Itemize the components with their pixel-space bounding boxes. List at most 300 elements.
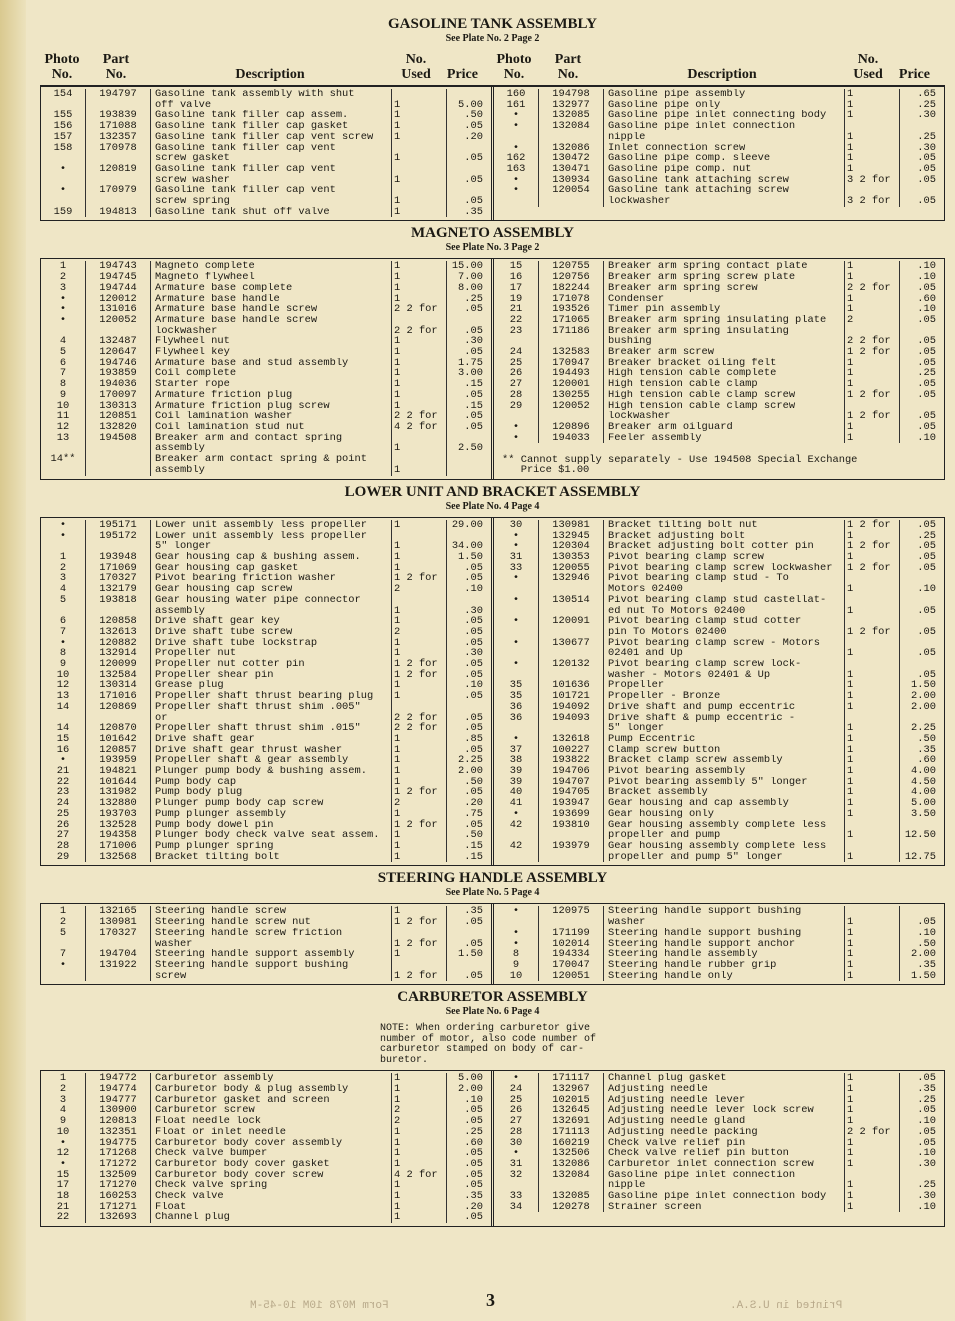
description-cell: High tension cable clamp screw <box>604 401 845 412</box>
part-number-cell: 132618 <box>539 734 604 745</box>
section-steering-handle <box>40 870 945 985</box>
part-number-cell: 170327 <box>86 928 151 939</box>
photo-number-cell: 35 <box>494 680 539 691</box>
price-cell: .05 <box>464 1115 483 1128</box>
table-row <box>41 185 491 196</box>
description-cell: Carburetor screw <box>151 1105 392 1116</box>
table-row <box>494 971 944 982</box>
description-cell: Armature friction plug <box>151 390 392 401</box>
section-title: GASOLINE TANK ASSEMBLY <box>388 16 597 32</box>
photo-number-cell: 162 <box>494 153 539 164</box>
price-cell: .10 <box>917 271 936 284</box>
photo-number-cell: 26 <box>494 1105 539 1116</box>
quantity-used-cell: 1 <box>845 1095 900 1106</box>
header-price: Price <box>898 67 930 82</box>
part-number-cell: 120813 <box>86 1116 151 1127</box>
quantity-used-cell: 2 <box>845 315 900 326</box>
description-cell: Steering handle support bushing <box>151 960 392 971</box>
quantity-used-cell: 2 2 for <box>845 336 900 347</box>
table-row <box>494 595 944 606</box>
description-cell: Breaker arm spring contact plate <box>604 261 845 272</box>
part-number-cell: 170097 <box>86 390 151 401</box>
parts-table <box>40 258 945 479</box>
table-row <box>41 809 491 820</box>
photo-number-cell: 16 <box>494 272 539 283</box>
description-cell: Steering handle screw nut <box>151 917 392 928</box>
photo-number-cell: 12 <box>41 680 86 691</box>
photo-number-cell: 42 <box>494 841 539 852</box>
price-cell: .35 <box>917 743 936 756</box>
part-number-cell: 193959 <box>86 755 151 766</box>
quantity-used-cell: 1 <box>392 563 447 574</box>
photo-number-cell: 13 <box>41 691 86 702</box>
table-row <box>41 520 491 531</box>
quantity-used-cell: 1 <box>392 680 447 691</box>
quantity-used-cell: 1 <box>845 294 900 305</box>
price-cell: 2.00 <box>458 1083 483 1096</box>
photo-number-cell: • <box>41 164 86 175</box>
quantity-used-cell: 1 <box>392 175 447 186</box>
table-row <box>41 283 491 294</box>
quantity-used-cell <box>845 659 900 670</box>
photo-number-cell: 9 <box>41 659 86 670</box>
description-cell: Breaker arm contact spring & point <box>151 454 392 465</box>
price-cell: 5.00 <box>458 1072 483 1085</box>
quantity-used-cell: 1 <box>845 143 900 154</box>
quantity-used-cell: 2 2 for <box>392 326 447 337</box>
part-number-cell: 131982 <box>86 787 151 798</box>
description-cell: Inlet connection screw <box>604 143 845 154</box>
quantity-used-cell: 1 2 for <box>392 659 447 670</box>
part-number-cell: 170978 <box>86 143 151 154</box>
quantity-used-cell <box>845 573 900 584</box>
quantity-used-cell: 1 <box>845 261 900 272</box>
price-cell: 12.75 <box>904 850 936 863</box>
part-number-cell: 194705 <box>539 787 604 798</box>
part-number-cell: 171078 <box>539 294 604 305</box>
price-cell: .05 <box>464 722 483 735</box>
photo-number-cell: • <box>41 304 86 315</box>
description-cell: Gasoline tank attaching screw <box>604 175 845 186</box>
description-cell: Lower unit assembly less propeller <box>151 520 392 531</box>
header-description: Description <box>235 67 305 82</box>
quantity-used-cell: 1 <box>845 787 900 798</box>
price-cell: .05 <box>464 1168 483 1181</box>
price-cell: .05 <box>917 173 936 186</box>
section-title: STEERING HANDLE ASSEMBLY <box>377 870 608 887</box>
quantity-used-cell: 1 <box>845 379 900 390</box>
table-row <box>41 454 491 465</box>
price-cell: .15 <box>464 399 483 412</box>
quantity-used-cell: 1 <box>392 100 447 111</box>
quantity-used-cell: 1 <box>845 680 900 691</box>
price-cell: .50 <box>917 937 936 950</box>
quantity-used-cell <box>845 820 900 831</box>
parts-column-right <box>494 87 944 220</box>
part-number-cell: 171199 <box>539 928 604 939</box>
part-number-cell <box>539 852 604 863</box>
quantity-used-cell: 1 <box>392 121 447 132</box>
description-cell: Float or inlet needle <box>151 1127 392 1138</box>
table-row <box>494 638 944 649</box>
table-row <box>494 283 944 294</box>
description-cell: Gear housing only <box>604 809 845 820</box>
description-cell: Armature base and stud assembly <box>151 358 392 369</box>
part-number-cell: 120896 <box>539 422 604 433</box>
photo-number-cell: 2 <box>41 272 86 283</box>
part-number-cell: 120012 <box>86 294 151 305</box>
section-subtitle: See Plate No. 2 Page 2 <box>445 33 540 44</box>
photo-number-cell: 30 <box>494 520 539 531</box>
table-row <box>41 531 491 542</box>
photo-number-cell: 21 <box>494 304 539 315</box>
part-number-cell: 171268 <box>86 1148 151 1159</box>
parts-column-left <box>41 259 494 478</box>
quantity-used-cell: 1 <box>392 906 447 917</box>
photo-number-cell: 15 <box>41 734 86 745</box>
price-cell: .30 <box>917 141 936 154</box>
description-cell: Propeller shaft & gear assembly <box>151 755 392 766</box>
quantity-used-cell <box>392 143 447 154</box>
section-gasoline-tank <box>40 16 945 221</box>
quantity-used-cell <box>392 433 447 444</box>
price-cell: .05 <box>917 162 936 175</box>
photo-number-cell: 2 <box>41 563 86 574</box>
price-cell: .20 <box>464 797 483 810</box>
parts-table <box>40 86 945 221</box>
photo-number-cell: 1 <box>41 261 86 272</box>
price-cell: .05 <box>917 378 936 391</box>
quantity-used-cell: 1 2 for <box>845 411 900 422</box>
part-number-cell: 160219 <box>539 1138 604 1149</box>
photo-number-cell: 28 <box>494 390 539 401</box>
header-no-used: No. Used <box>853 52 883 82</box>
table-row <box>494 132 944 143</box>
description-cell: Coil complete <box>151 368 392 379</box>
part-number-cell: 194093 <box>539 713 604 724</box>
table-row <box>494 1127 944 1138</box>
quantity-used-cell: 1 <box>392 691 447 702</box>
photo-number-cell: • <box>494 185 539 196</box>
quantity-used-cell: 1 <box>392 1084 447 1095</box>
description-cell: Gasoline pipe inlet connection <box>604 1170 845 1181</box>
price-cell: .10 <box>917 926 936 939</box>
part-number-cell: 120857 <box>86 745 151 756</box>
photo-number-cell: 9 <box>41 1116 86 1127</box>
price-cell: 8.00 <box>458 281 483 294</box>
quantity-used-cell: 1 <box>845 1202 900 1213</box>
table-row <box>494 809 944 820</box>
description-cell: Gasoline tank assembly with shut <box>151 89 392 100</box>
description-cell: Drive shaft and pump eccentric <box>604 702 845 713</box>
price-cell: .65 <box>917 88 936 100</box>
quantity-used-cell: 1 2 for <box>845 520 900 531</box>
parts-column-right <box>494 518 944 866</box>
price-cell: 1.50 <box>458 551 483 564</box>
price-cell <box>447 454 487 465</box>
quantity-used-cell: 1 <box>845 939 900 950</box>
part-number-cell: 130934 <box>539 175 604 186</box>
description-cell: Gear housing cap gasket <box>151 563 392 574</box>
photo-number-cell: 25 <box>494 358 539 369</box>
description-cell: Propeller shaft thrust shim .015" <box>151 723 392 734</box>
description-cell: Magneto complete <box>151 261 392 272</box>
part-number-cell: 132084 <box>539 1170 604 1181</box>
description-cell: Plunger pump body cap screw <box>151 798 392 809</box>
parts-table <box>40 1070 945 1227</box>
photo-number-cell: 6 <box>41 616 86 627</box>
parts-column-right <box>494 1071 944 1226</box>
photo-number-cell: 4 <box>41 336 86 347</box>
price-cell: 2.00 <box>911 690 936 703</box>
price-cell: .05 <box>917 410 936 423</box>
part-number-cell: 171016 <box>86 691 151 702</box>
part-number-cell: 171270 <box>86 1180 151 1191</box>
description-cell: Propeller shear pin <box>151 670 392 681</box>
description-cell: Flywheel key <box>151 347 392 358</box>
description-cell: Pump plunger assembly <box>151 809 392 820</box>
part-number-cell: 132528 <box>86 820 151 831</box>
part-number-cell: 193839 <box>86 110 151 121</box>
price-cell: .15 <box>464 850 483 863</box>
part-number-cell: 194493 <box>539 368 604 379</box>
photo-number-cell: • <box>41 531 86 542</box>
price-cell: .10 <box>917 583 936 596</box>
description-cell: 02401 and Up <box>604 648 845 659</box>
quantity-used-cell: 1 <box>845 368 900 379</box>
price-cell: .05 <box>464 388 483 401</box>
section-title: CARBURETOR ASSEMBLY <box>397 989 588 1006</box>
photo-number-cell: 35 <box>494 691 539 702</box>
header-left <box>40 45 492 85</box>
part-number-cell: 194334 <box>539 949 604 960</box>
photo-number-cell: • <box>494 143 539 154</box>
part-number-cell: 193822 <box>539 755 604 766</box>
description-cell: screw gasket <box>151 153 392 164</box>
quantity-used-cell: 1 2 for <box>392 787 447 798</box>
photo-number-cell: 155 <box>41 110 86 121</box>
price-cell: .05 <box>464 636 483 649</box>
quantity-used-cell: 1 <box>845 723 900 734</box>
photo-number-cell: 157 <box>41 132 86 143</box>
table-row <box>494 906 944 917</box>
price-cell: .05 <box>917 916 936 929</box>
price-cell: .05 <box>917 668 936 681</box>
description-cell: Gasoline tank filler cap vent <box>151 143 392 154</box>
table-row <box>41 433 491 444</box>
price-cell: .05 <box>917 1072 936 1085</box>
price-cell: .25 <box>917 98 936 111</box>
quantity-used-cell: 1 <box>845 422 900 433</box>
photo-number-cell: • <box>494 1148 539 1159</box>
description-cell: Check valve bumper <box>151 1148 392 1159</box>
part-number-cell: 132351 <box>86 1127 151 1138</box>
photo-number-cell: 16 <box>41 745 86 756</box>
quantity-used-cell: 2 2 for <box>845 283 900 294</box>
price-cell: .30 <box>464 604 483 617</box>
section-subtitle: See Plate No. 3 Page 2 <box>445 242 540 254</box>
photo-number-cell: 29 <box>41 852 86 863</box>
header-part-no: Part No. <box>102 52 130 82</box>
quantity-used-cell: 1 <box>392 734 447 745</box>
price-cell: .25 <box>917 130 936 143</box>
part-number-cell: 132085 <box>539 110 604 121</box>
part-number-cell: 194508 <box>86 433 151 444</box>
photo-number-cell: • <box>494 595 539 606</box>
part-number-cell: 182244 <box>539 283 604 294</box>
part-number-cell: 194358 <box>86 830 151 841</box>
description-cell: lockwasher <box>604 411 845 422</box>
description-cell: Gear housing assembly complete less <box>604 841 845 852</box>
photo-number-cell: 28 <box>41 841 86 852</box>
part-number-cell: 120054 <box>539 185 604 196</box>
quantity-used-cell: 1 <box>392 809 447 820</box>
part-number-cell: 101636 <box>539 680 604 691</box>
quantity-used-cell: 1 <box>845 702 900 713</box>
description-cell: Gasoline pipe inlet connecting body <box>604 110 845 121</box>
photo-number-cell: 22 <box>41 777 86 788</box>
part-number-cell: 194775 <box>86 1138 151 1149</box>
photo-number-cell: • <box>41 520 86 531</box>
section-subtitle: See Plate No. 5 Page 4 <box>445 887 540 899</box>
part-number-cell: 132506 <box>539 1148 604 1159</box>
photo-number-cell: • <box>41 755 86 766</box>
part-number-cell: 120975 <box>539 906 604 917</box>
description-cell: Pivot bearing friction washer <box>151 573 392 584</box>
photo-number-cell: 2 <box>41 1084 86 1095</box>
description-cell: Pivot bearing clamp stud - To <box>604 573 845 584</box>
description-cell: Bracket adjusting bolt cotter pin <box>604 541 845 552</box>
table-row <box>41 207 491 218</box>
part-number-cell: 120001 <box>539 379 604 390</box>
part-number-cell: 170327 <box>86 573 151 584</box>
table-row <box>494 702 944 713</box>
price-cell: .30 <box>464 647 483 660</box>
part-number-cell: 193810 <box>539 820 604 831</box>
part-number-cell: 171272 <box>86 1159 151 1170</box>
quantity-used-cell: 1 <box>392 745 447 756</box>
photo-number-cell: 8 <box>41 379 86 390</box>
part-number-cell: 194745 <box>86 272 151 283</box>
part-number-cell: 130313 <box>86 401 151 412</box>
quantity-used-cell: 1 <box>845 755 900 766</box>
description-cell: Steering handle rubber grip <box>604 960 845 971</box>
photo-number-cell: 10 <box>41 1127 86 1138</box>
quantity-used-cell: 1 <box>392 1191 447 1202</box>
description-cell: Carburetor body cover screw <box>151 1170 392 1181</box>
quantity-used-cell: 3 2 for <box>845 196 900 207</box>
description-cell: Breaker bracket oiling felt <box>604 358 845 369</box>
quantity-used-cell: 1 <box>845 648 900 659</box>
part-number-cell: 194777 <box>86 1095 151 1106</box>
photo-number-cell: 40 <box>494 787 539 798</box>
quantity-used-cell: 1 <box>845 745 900 756</box>
table-row <box>494 1202 944 1213</box>
quantity-used-cell: 1 <box>845 1084 900 1095</box>
photo-number-cell: 23 <box>41 787 86 798</box>
photo-number-cell: 33 <box>494 563 539 574</box>
price-cell: .10 <box>917 1115 936 1128</box>
description-cell: Gasoline pipe inlet connection body <box>604 1191 845 1202</box>
photo-number-cell: • <box>494 1073 539 1084</box>
description-cell: Float needle lock <box>151 1116 392 1127</box>
table-row <box>41 1127 491 1138</box>
photo-number-cell: 13 <box>41 433 86 444</box>
description-cell: Starter rope <box>151 379 392 390</box>
part-number-cell: 193526 <box>539 304 604 315</box>
part-number-cell: 132691 <box>539 1116 604 1127</box>
part-number-cell: 132583 <box>539 347 604 358</box>
photo-number-cell: • <box>494 638 539 649</box>
photo-number-cell: 1 <box>41 552 86 563</box>
price-cell: .10 <box>917 303 936 316</box>
quantity-used-cell: 2 2 for <box>392 723 447 734</box>
part-number-cell: 102014 <box>539 939 604 950</box>
part-number-cell: 130314 <box>86 680 151 691</box>
part-number-cell: 130255 <box>539 390 604 401</box>
quantity-used-cell: 1 <box>845 960 900 971</box>
photo-number-cell: • <box>494 121 539 132</box>
table-row <box>41 1212 491 1223</box>
price-cell: .05 <box>464 1211 483 1224</box>
part-number-cell: 120052 <box>539 401 604 412</box>
price-cell: .10 <box>917 1147 936 1160</box>
quantity-used-cell: 1 <box>845 433 900 444</box>
price-cell: .50 <box>464 775 483 788</box>
quantity-used-cell: 1 <box>392 283 447 294</box>
photo-number-cell: 39 <box>494 777 539 788</box>
section-magneto <box>40 225 945 479</box>
photo-number-cell: 24 <box>494 347 539 358</box>
parts-column-left <box>41 518 494 866</box>
description-cell: Pivot bearing assembly <box>604 766 845 777</box>
photo-number-cell: 31 <box>494 1159 539 1170</box>
photo-number-cell: 7 <box>41 949 86 960</box>
description-cell: washer <box>604 917 845 928</box>
photo-number-cell: 41 <box>494 798 539 809</box>
quantity-used-cell: 1 <box>845 272 900 283</box>
part-number-cell: 171271 <box>86 1202 151 1213</box>
price-cell: .05 <box>917 346 936 359</box>
quantity-used-cell: 2 2 for <box>845 1127 900 1138</box>
price-cell: 2.00 <box>911 948 936 961</box>
price-cell: .05 <box>464 152 483 165</box>
description-cell: Gasoline tank shut off valve <box>151 207 392 218</box>
description-cell: lockwasher <box>151 326 392 337</box>
photo-number-cell: 28 <box>494 1127 539 1138</box>
description-cell: Condenser <box>604 294 845 305</box>
table-row <box>41 702 491 713</box>
photo-number-cell: 163 <box>494 164 539 175</box>
price-cell <box>900 595 940 606</box>
photo-number-cell: • <box>494 939 539 950</box>
description-cell: Breaker arm screw <box>604 347 845 358</box>
part-number-cell: 194092 <box>539 702 604 713</box>
photo-number-cell: 25 <box>494 1095 539 1106</box>
price-cell: .05 <box>464 937 483 950</box>
photo-number-cell: 39 <box>494 766 539 777</box>
table-row <box>494 659 944 670</box>
quantity-used-cell: 1 <box>845 1138 900 1149</box>
photo-number-cell <box>494 132 539 143</box>
part-number-cell: 193948 <box>86 552 151 563</box>
price-cell: .05 <box>464 1147 483 1160</box>
table-row <box>41 852 491 863</box>
quantity-used-cell: 1 <box>845 164 900 175</box>
price-cell: 1.50 <box>458 948 483 961</box>
part-number-cell: 120055 <box>539 563 604 574</box>
description-cell: screw spring <box>151 196 392 207</box>
